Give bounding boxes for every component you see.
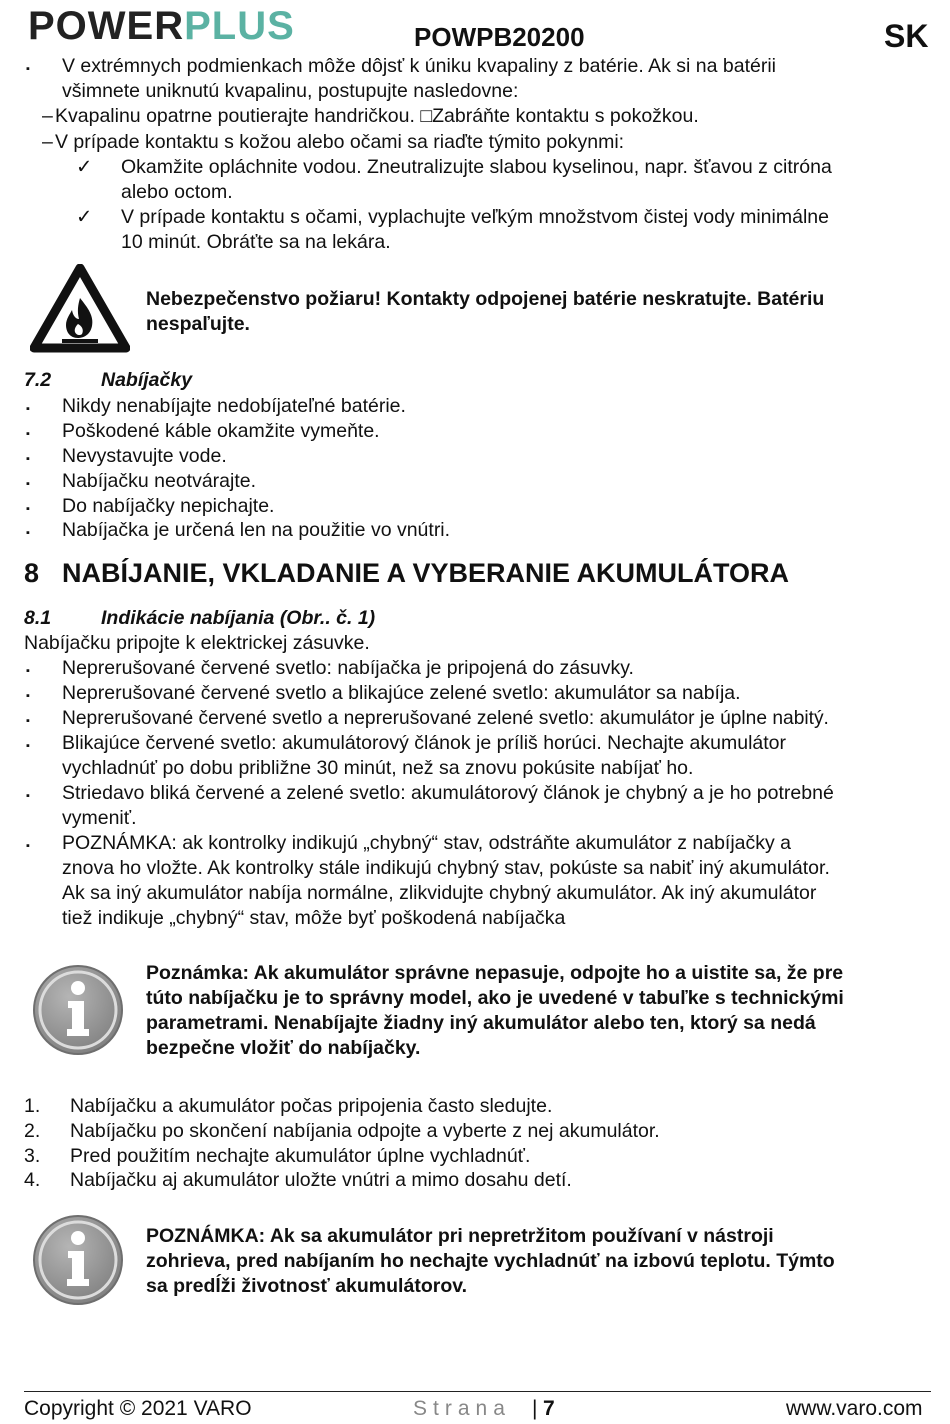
numbered-item: Pred použitím nechajte akumulátor úplne vychladnúť. — [70, 1145, 531, 1167]
bullet-marker: ▪ — [26, 690, 30, 702]
footer-website: www.varo.com — [786, 1397, 923, 1420]
section-8-number: 8 — [24, 558, 40, 588]
language-code: SK — [884, 18, 929, 54]
list-item-cont: tiež indikuje „chybný“ stav, môže byť poškodená nabíjačka — [62, 907, 566, 929]
info-icon — [31, 1213, 125, 1307]
footer-divider — [24, 1391, 931, 1392]
list-number: 1. — [24, 1095, 41, 1117]
list-item: POZNÁMKA: ak kontrolky indikujú „chybný“ stav, odstráňte akumulátor z nabíjačky a — [62, 832, 792, 854]
bullet-marker: ▪ — [26, 453, 30, 465]
note-2-line-2: zohrieva, pred nabíjaním ho nechajte vychladnúť na izbovú teplotu. Týmto — [146, 1250, 835, 1272]
check-item-2-cont: 10 minút. Obráťte sa na lekára. — [121, 231, 391, 253]
list-item: Neprerušované červené svetlo a neprerušované zelené svetlo: akumulátor je úplne nabitý. — [62, 708, 829, 729]
note-2-line-1: POZNÁMKA: Ak sa akumulátor pri nepretržitom používaní v nástroji — [146, 1225, 774, 1247]
numbered-item: Nabíjačku po skončení nabíjania odpojte a vyberte z nej akumulátor. — [70, 1120, 660, 1142]
list-item: Do nabíjačky nepichajte. — [62, 495, 275, 517]
list-item: Nikdy nenabíjajte nedobíjateľné batérie. — [62, 395, 406, 417]
leak-dash-2: V prípade kontaktu s kožou alebo očami sa riaďte týmito pokynmi: — [55, 131, 625, 153]
check-item-1-cont: alebo octom. — [121, 181, 233, 203]
logo-power: POWER — [28, 4, 185, 48]
bullet-marker: ▪ — [26, 503, 30, 515]
note-1-line-3: parametrami. Nenabíjajte žiadny iný akumulátor alebo ten, ktorý sa nedá — [146, 1012, 816, 1034]
check-icon: ✓ — [76, 156, 93, 178]
list-item: Neprerušované červené svetlo: nabíjačka je pripojená do zásuvky. — [62, 657, 634, 679]
bullet-marker: ▪ — [26, 63, 30, 75]
list-item: Nabíjačku neotvárajte. — [62, 470, 257, 492]
section-8-1-number: 8.1 — [24, 607, 52, 629]
section-8-1-title: Indikácie nabíjania (Obr.. č. 1) — [101, 607, 376, 629]
bullet-marker: ▪ — [26, 740, 30, 752]
bullet-marker: ▪ — [26, 790, 30, 802]
bullet-marker: ▪ — [26, 665, 30, 677]
list-item: Nabíjačka je určená len na použitie vo vnútri. — [62, 519, 451, 541]
fire-hazard-icon — [30, 264, 130, 354]
bullet-marker: ▪ — [26, 527, 30, 539]
list-item-cont: vychladnúť po dobu približne 30 minút, než sa znovu pokúsite nabíjať ho. — [62, 757, 694, 779]
list-number: 2. — [24, 1120, 41, 1142]
note-2-line-3: sa predĺži životnosť akumulátorov. — [146, 1275, 468, 1297]
note-1-line-1: Poznámka: Ak akumulátor správne nepasuje, odpojte ho a uistite sa, že pre — [146, 962, 844, 984]
fire-warning-line-2: nespaľujte. — [146, 313, 250, 335]
fire-warning-line-1: Nebezpečenstvo požiaru! Kontakty odpojenej batérie neskratujte. Batériu — [146, 288, 825, 310]
list-number: 4. — [24, 1169, 41, 1191]
bullet-marker: ▪ — [26, 428, 30, 440]
logo-plus: PLUS — [184, 4, 295, 48]
section-8-1-intro: Nabíjačku pripojte k elektrickej zásuvke. — [24, 632, 370, 654]
list-item: Striedavo bliká červené a zelené svetlo: akumulátorový článok je chybný a je ho potrebné — [62, 782, 834, 804]
info-icon — [31, 963, 125, 1057]
dash-marker: – — [42, 131, 53, 153]
section-7-2-number: 7.2 — [24, 369, 52, 391]
leak-bullet: V extrémnych podmienkach môže dôjsť k úniku kvapaliny z batérie. Ak si na batérii — [62, 55, 776, 77]
list-item-cont: znova ho vložte. Ak kontrolky stále indikujú chybný stav, pokúste sa nabiť iný akumulátor. — [62, 857, 830, 879]
leak-bullet-cont: všimnete uniknutú kvapalinu, postupujte nasledovne: — [62, 80, 519, 102]
note-1-line-4: bezpečne vložiť do nabíjačky. — [146, 1037, 421, 1059]
section-7-2-title: Nabíjačky — [101, 369, 193, 391]
model-number: POWPB20200 — [414, 22, 585, 52]
list-item: Poškodené káble okamžite vymeňte. — [62, 420, 380, 442]
list-item-cont: vymeniť. — [62, 807, 137, 829]
check-item-1: Okamžite opláchnite vodou. Zneutralizujte slabou kyselinou, napr. šťavou z citróna — [121, 156, 832, 178]
section-8-title: NABÍJANIE, VKLADANIE A VYBERANIE AKUMULÁTORA — [62, 558, 790, 588]
footer-page-number: 7 — [543, 1397, 555, 1420]
bullet-marker: ▪ — [26, 478, 30, 490]
numbered-item: Nabíjačku aj akumulátor uložte vnútri a mimo dosahu detí. — [70, 1169, 572, 1191]
footer-page-label: Strana — [413, 1397, 511, 1420]
list-item: Blikajúce červené svetlo: akumulátorový článok je príliš horúci. Nechajte akumulátor — [62, 732, 787, 754]
check-icon: ✓ — [76, 206, 93, 228]
check-item-2: V prípade kontaktu s očami, vyplachujte veľkým množstvom čistej vody minimálne — [121, 206, 829, 228]
note-1-line-2: túto nabíjačku je to správny model, ako je uvedené v tabuľke s technickými — [146, 987, 844, 1009]
bullet-marker: ▪ — [26, 715, 30, 727]
footer-separator: | — [532, 1397, 538, 1420]
list-item: Nevystavujte vode. — [62, 445, 227, 467]
list-item: Neprerušované červené svetlo a blikajúce zelené svetlo: akumulátor sa nabíja. — [62, 682, 741, 704]
footer-copyright: Copyright © 2021 VARO — [24, 1397, 252, 1420]
leak-dash-1: Kvapalinu opatrne poutierajte handričkou. □Zabráňte kontaktu s pokožkou. — [55, 105, 699, 127]
numbered-item: Nabíjačku a akumulátor počas pripojenia často sledujte. — [70, 1095, 553, 1117]
bullet-marker: ▪ — [26, 403, 30, 415]
list-item-cont: Ak sa iný akumulátor nabíja normálne, zlikvidujte chybný akumulátor. Ak iný akumulátor — [62, 882, 817, 904]
list-number: 3. — [24, 1145, 41, 1167]
bullet-marker: ▪ — [26, 840, 30, 852]
brand-logo — [28, 4, 295, 49]
dash-marker: – — [42, 105, 53, 127]
